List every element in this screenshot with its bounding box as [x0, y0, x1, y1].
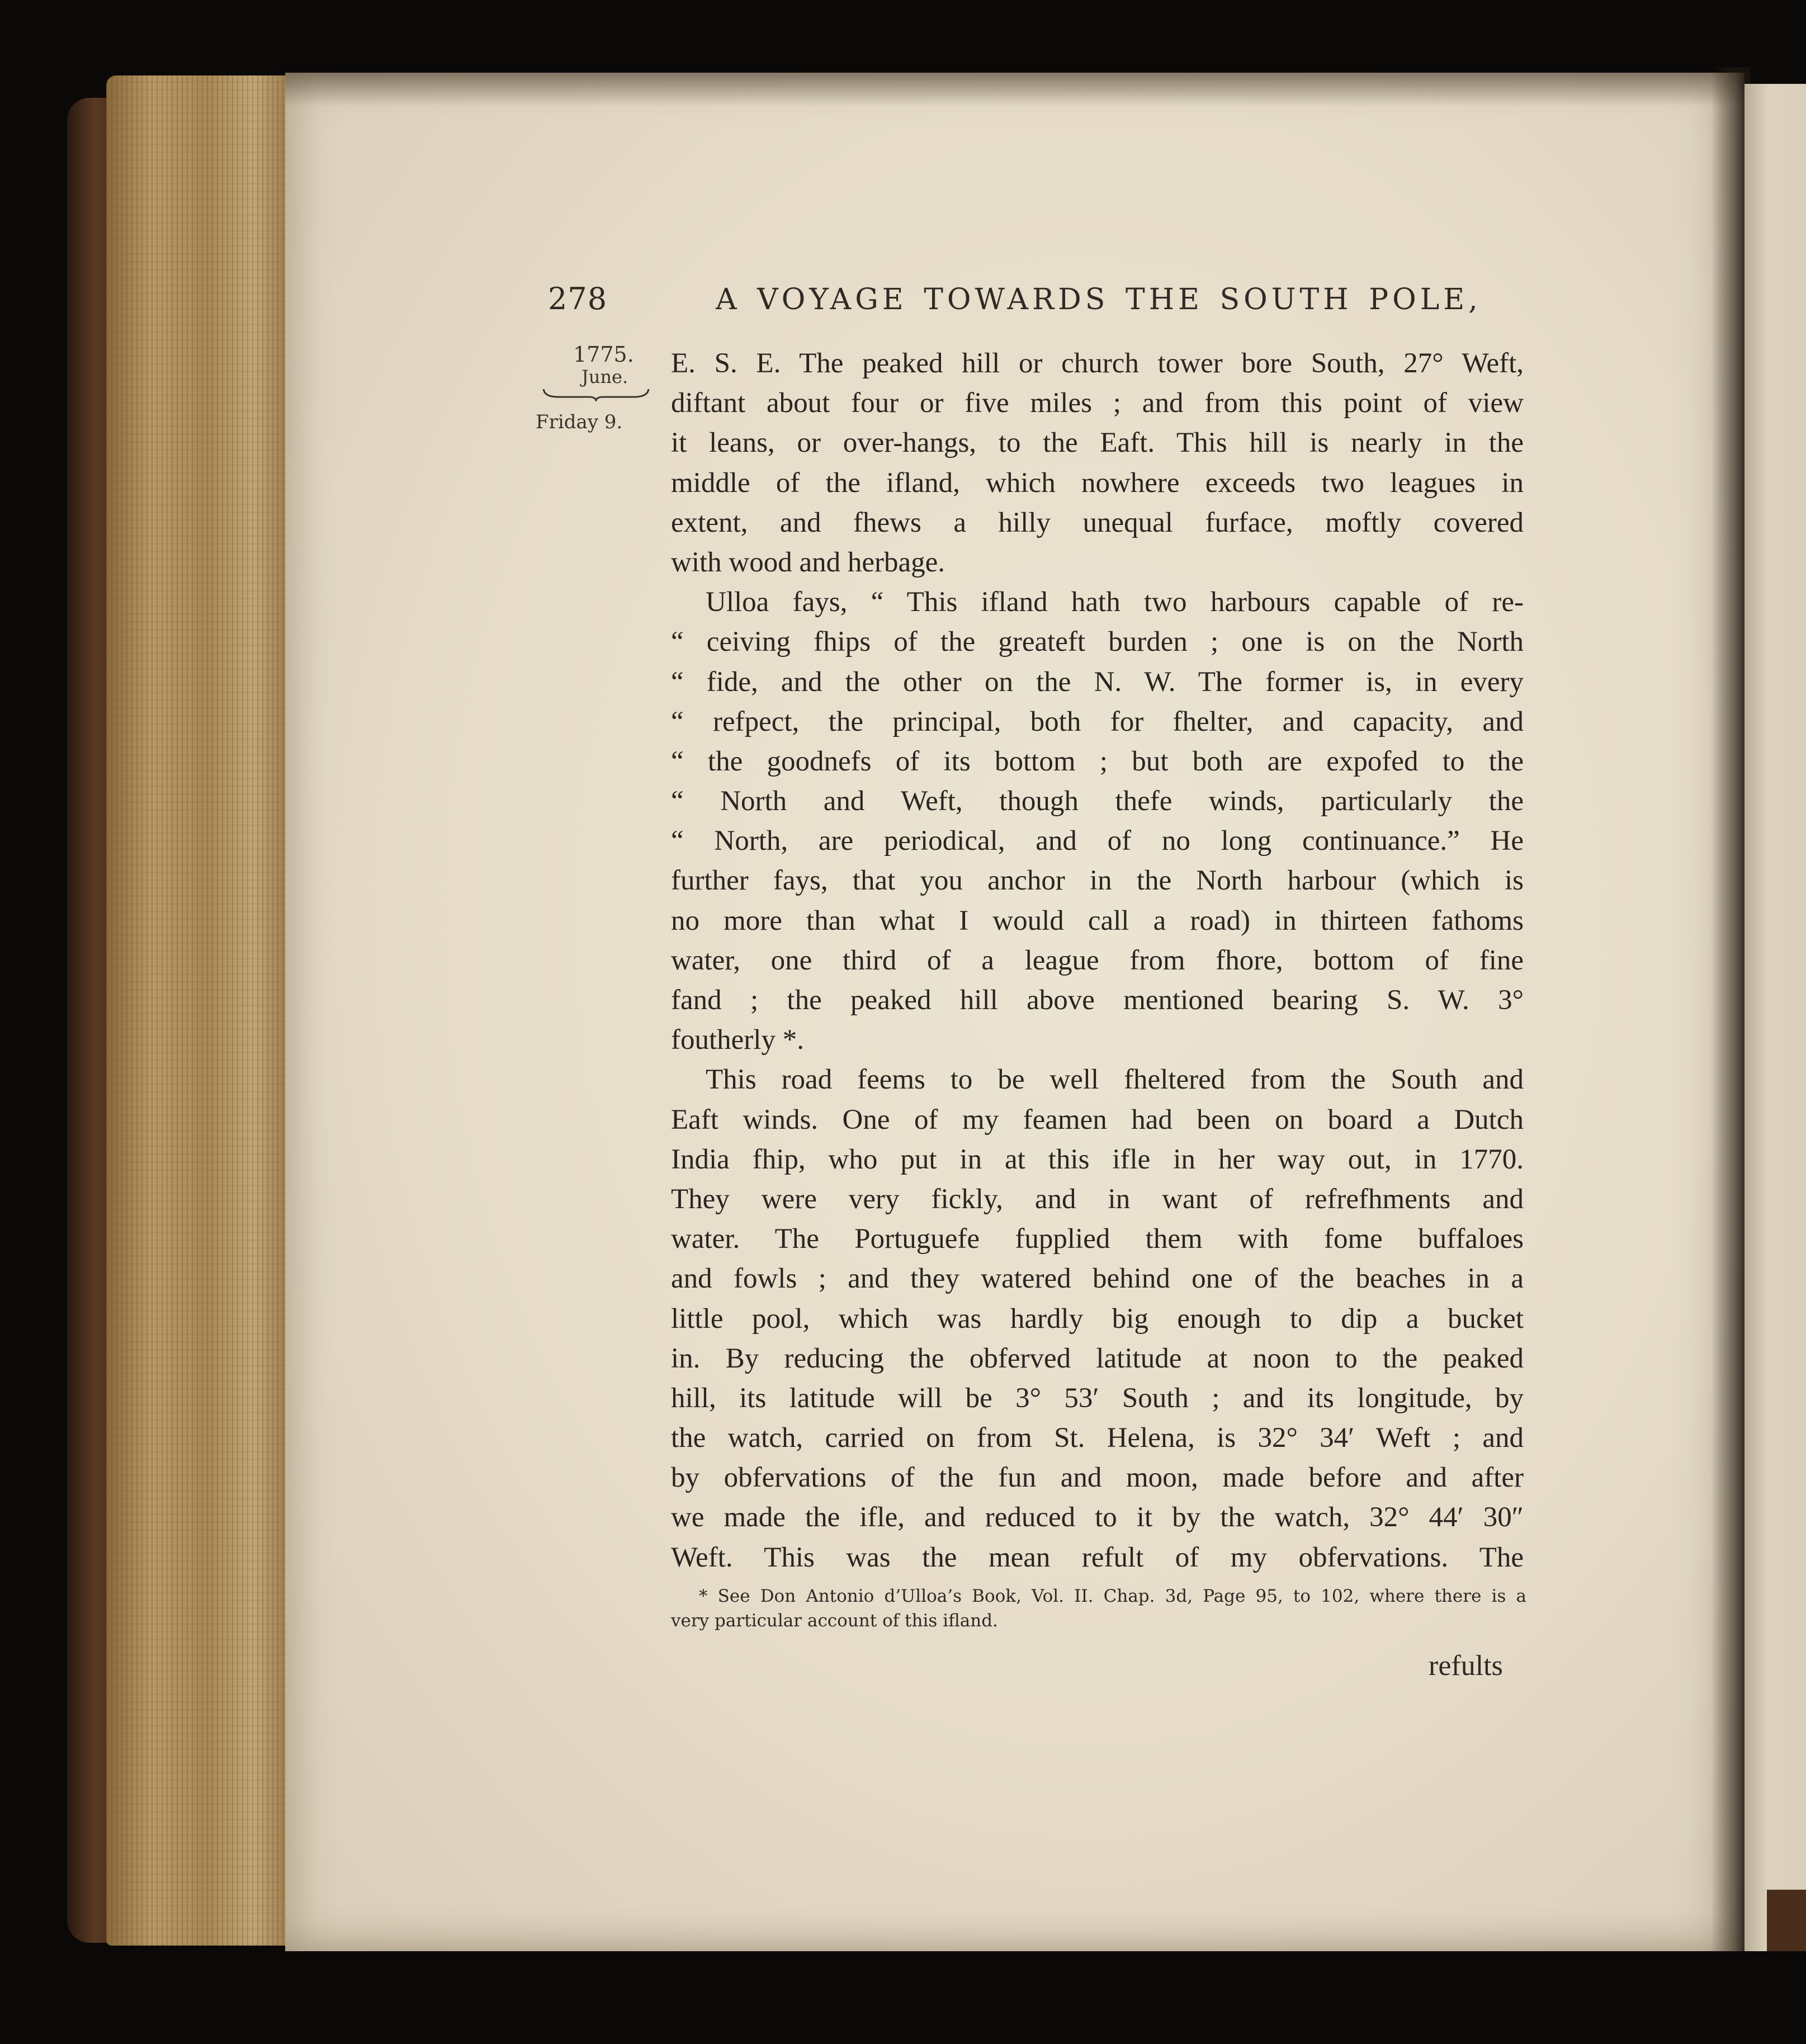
- body-text: [671, 344, 1524, 1578]
- margin-brace-icon: [541, 387, 651, 401]
- text-line: by obfervations of the fun and moon, made before and after: [671, 1462, 1524, 1494]
- text-line: They were very fickly, and in want of refrefhments and: [671, 1183, 1524, 1215]
- margin-day: Friday 9.: [536, 411, 623, 433]
- footnote: [671, 1584, 1526, 1633]
- text-line: hill, its latitude will be 3° 53′ South ; and its longitude, by: [671, 1382, 1524, 1414]
- text-line: it leans, or over-hangs, to the Eaft. This hill is nearly in the: [671, 427, 1524, 459]
- footnote-line: very particular account of this ifland.: [671, 1611, 998, 1631]
- text-line: the watch, carried on from St. Helena, is 32° 34′ Weft ; and: [671, 1422, 1524, 1454]
- text-line: Eaft winds. One of my feamen had been on board a Dutch: [671, 1104, 1524, 1135]
- text-line: “ the goodnefs of its bottom ; but both are expofed to the: [671, 745, 1524, 777]
- text-line: Ulloa fays, “ This ifland hath two harbours capable of re-: [706, 586, 1524, 618]
- text-line: foutherly *.: [671, 1024, 804, 1056]
- book-cover-right: [1767, 1890, 1806, 1951]
- page-edges: [106, 75, 291, 1946]
- text-line: extent, and fhews a hilly unequal furface, moftly covered: [671, 507, 1524, 538]
- text-line: little pool, which was hardly big enough to dip a bucket: [671, 1303, 1524, 1335]
- text-line: Weft. This was the mean refult of my obfervations. The: [671, 1541, 1524, 1573]
- margin-month: June.: [581, 366, 628, 387]
- footnote-line: * See Don Antonio d’Ulloa’s Book, Vol. II. Chap. 3d, Page 95, to 102, where there is a: [699, 1586, 1526, 1606]
- text-line: “ ceiving fhips of the greateft burden ; one is on the North: [671, 626, 1524, 658]
- margin-year: 1775.: [573, 342, 634, 367]
- text-line: with wood and herbage.: [671, 546, 945, 578]
- text-line: further fays, that you anchor in the North harbour (which is: [671, 865, 1524, 897]
- text-line: “ North and Weft, though thefe winds, particularly the: [671, 786, 1524, 817]
- text-line: water. The Portuguefe fupplied them with fome buffaloes: [671, 1223, 1524, 1255]
- text-line: “ refpect, the principal, both for fhelter, and capacity, and: [671, 706, 1524, 737]
- text-line: in. By reducing the obferved latitude at noon to the peaked: [671, 1342, 1524, 1374]
- text-line: fand ; the peaked hill above mentioned bearing S. W. 3°: [671, 985, 1524, 1016]
- text-line: and fowls ; and they watered behind one of the beaches in a: [671, 1263, 1524, 1295]
- text-line: we made the ifle, and reduced to it by the watch, 32° 44′ 30″: [671, 1502, 1524, 1534]
- text-line: “ North, are periodical, and of no long continuance.” He: [671, 825, 1524, 857]
- text-line: “ fide, and the other on the N. W. The former is, in every: [671, 666, 1524, 698]
- running-title: A VOYAGE TOWARDS THE SOUTH POLE,: [716, 283, 1482, 316]
- text-line: E. S. E. The peaked hill or church tower bore South, 27° Weft,: [671, 348, 1524, 379]
- catchword: refults: [1429, 1650, 1503, 1682]
- text-line: This road feems to be well fheltered from the South and: [706, 1064, 1524, 1096]
- page-number: 278: [548, 281, 608, 316]
- text-line: India fhip, who put in at this ifle in her way out, in 1770.: [671, 1143, 1524, 1175]
- text-line: water, one third of a league from fhore, bottom of fine: [671, 944, 1524, 976]
- text-line: no more than what I would call a road) in thirteen fathoms: [671, 905, 1524, 936]
- facing-page-edge: [1744, 84, 1806, 1951]
- page-top-shadow: [285, 73, 1744, 106]
- text-line: diftant about four or five miles ; and from this point of view: [671, 387, 1524, 419]
- text-line: middle of the ifland, which nowhere exceeds two leagues in: [671, 467, 1524, 499]
